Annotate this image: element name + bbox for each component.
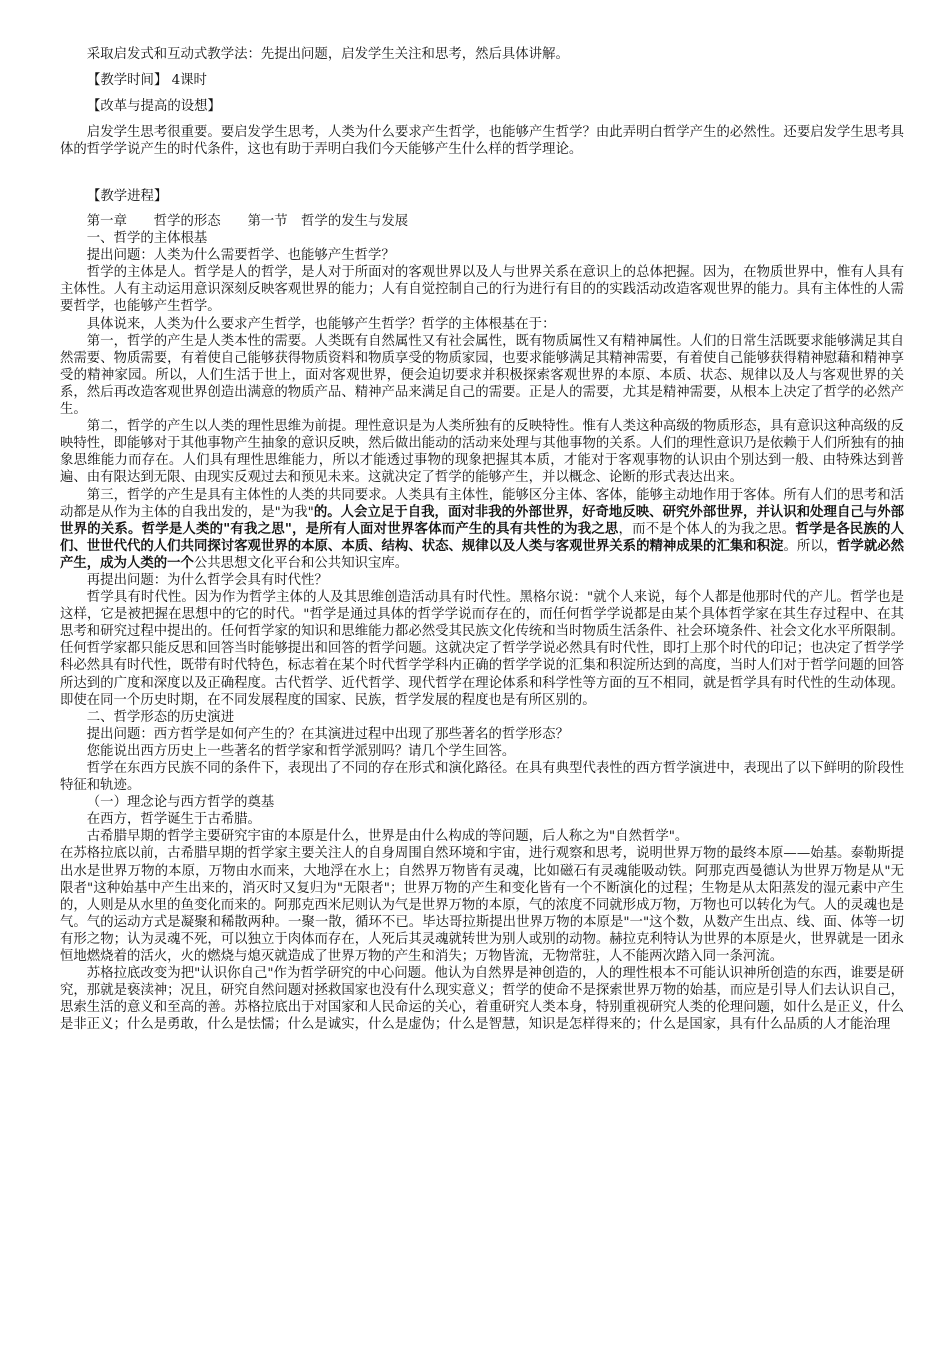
paragraph: 哲学的主体是人。哲学是人的哲学，是人对于所面对的客观世界以及人与世界关系在意识上的总体把握。因为，在物质世界中，惟有人具有主体性。人有主动运用意识深刻反映客观世界的能力；人有自觉控制自己的行为进行有目的的实践活动改造客观世界的能力。具有主体性的人需要哲学，也能够产生哲学。 xyxy=(60,265,904,315)
text-run: 。所以， xyxy=(783,538,838,554)
question: 再提出问题：为什么哲学会具有时代性？ xyxy=(86,572,328,588)
subsection-heading: （一）理念论与西方哲学的奠基 xyxy=(86,795,275,811)
paragraph: 哲学具有时代性。因为作为哲学主体的人及其思维创造活动具有时代性。黑格尔说："就个人来说，每个人都是他那时代的产儿。哲学也是这样，它是被把握在思想中的它的时代。"哲学是通过具体的哲学学说而存在的，而任何哲学学说都是由某个具体哲学家在其生存过程中、在其思考和研究过程中提出的。任何哲学家的知识和思维能力都必然受其民族文化传统和当时物质生活条件、社会环境条件、社会文化水平所限制。任何哲学家都只能反思和回答当时能够提出和回答的哲学问题。这就决定了哲学学说必然具有时代性，即打上那个时代的印记；也决定了哲学学科必然具有时代性，既带有时代特色，标志着在某个时代哲学学科内正确的哲学学说的汇集和积淀所达到的高度，当时人们对于哲学问题的回答所达到的广度和深度以及正确程度。古代哲学、近代哲学、现代哲学在理论体系和科学性等方面的互不相同，就是哲学具有时代性的生动体现。即使在同一个历史时期，在不同发展程度的国家、民族，哲学发展的程度也是有所区别的。 xyxy=(60,590,904,708)
paragraph: 在西方，哲学诞生于古希腊。 xyxy=(86,812,261,828)
question: 提出问题：人类为什么需要哲学、也能够产生哲学？ xyxy=(86,248,395,264)
bold-run: 哲学就必然产生，成为人类的一个 xyxy=(60,538,905,571)
text-run: 公共思想文化平台和公共知识宝库。 xyxy=(193,555,409,571)
question: 您能说出西方历史上一些著名的哲学家和哲学派别吗？请几个学生回答。 xyxy=(86,743,516,759)
paragraph-third-point xyxy=(60,487,904,572)
bold-run: 哲学是各民族的人们、世世代代的人们共同探讨客观世界的本原、本质、结构、状态、规律以及人类与客观世界关系的精神成果的汇集和积淀 xyxy=(60,521,905,554)
paragraph: 第一，哲学的产生是人类本性的需要。人类既有自然属性又有社会属性，既有物质属性又有精神属性。人们的日常生活既要求能够满足其自然需要、物质需要，有着使自己能够获得物质资料和物质享受的物质家园，也要求能够满足其精神需要，有着使自己能够获得精神慰藉和精神享受的精神家园。所以，人们生活于世上，面对客观世界，便会迫切要求并积极探索客观世界的本原、本质、状态、规律以及人与客观世界的关系，然后再改造客观世界创造出满意的物质产品、精神产品来满足自己的需要。正是人的需要，尤其是精神需要，从根本上决定了哲学的必然产生。 xyxy=(60,333,904,418)
paragraph: 苏格拉底改变为把"认识你自己"作为哲学研究的中心问题。他认为自然界是神创造的，人的理性根本不可能认识神所创造的东西，谁要是研究，那就是亵渎神；况且，研究自然问题对拯救国家也没有什么现实意义；哲学的使命不是探索世界万物的始基，而应是引导人们去认识自己，思索生活的意义和至高的善。苏格拉底出于对国家和人民命运的关心，着重研究人类本身，特别重视研究人类的伦理问题，如什么是正义，什么是非正义；什么是勇敢，什么是怯懦；什么是诚实，什么是虚伪；什么是智慧，知识是怎样得来的；什么是国家，具有什么品质的人才能治理 xyxy=(60,966,904,1033)
teaching-time: 【教学时间】 4课时 xyxy=(87,73,207,88)
paragraph: 具体说来，人类为什么要求产生哲学，也能够产生哲学？哲学的主体根基在于： xyxy=(86,316,556,332)
paragraph: 古希腊早期的哲学主要研究宇宙的本原是什么，世界是由什么构成的等问题，后人称之为"自然哲学"。 xyxy=(86,829,689,845)
text-run: 第三，哲学的产生是具有主体性的人类的共同要求。人类具有主体性，能够区分主体、客体，能够主动地作用于客体。所有人们的思考和活动都是从作为主体的自我出发的，是"为我" xyxy=(60,487,904,520)
question: 提出问题：西方哲学是如何产生的？在其演进过程中出现了那些著名的哲学形态？ xyxy=(86,726,569,742)
section-heading: 一、哲学的主体根基 xyxy=(86,231,208,247)
reform-body: 启发学生思考很重要。要启发学生思考，人类为什么要求产生哲学，也能够产生哲学？由此弄明白哲学产生的必然性。还要启发学生思考具体的哲学学说产生的时代条件，这也有助于弄明白我们今天能够产生什么样的哲学理论。 xyxy=(60,125,904,158)
section-heading: 二、哲学形态的历史演进 xyxy=(86,709,235,725)
reform-heading: 【改革与提高的设想】 xyxy=(87,99,221,114)
main-content xyxy=(60,213,904,1034)
paragraph: 哲学在东西方民族不同的条件下，表现出了不同的存在形式和演化路径。在具有典型代表性的西方哲学演进中，表现出了以下鲜明的阶段性特征和轨迹。 xyxy=(60,761,904,794)
paragraph: 在苏格拉底以前，古希腊早期的哲学家主要关注人的自身周围自然环境和宇宙，进行观察和思考，说明世界万物的最终本原——始基。泰勒斯提出水是世界万物的本原，万物由水而来，大地浮在水上；自然界万物皆有灵魂，比如磁石有灵魂能吸动铁。阿那克西曼德认为世界万物是从"无限者"这种始基中产生出来的，消灭时又复归为"无限者"；世界万物的产生和变化皆有一个不断演化的过程；生物是从太阳蒸发的湿元素中产生的，人则是从水里的鱼变化而来的。阿那克西米尼则认为气是世界万物的本原，气的浓度不同就形成万物，万物也可以转化为气。人的灵魂也是气。气的运动方式是凝聚和稀散两种。一聚一散，循环不已。毕达哥拉斯提出世界万物的本原是"一"这个数，从数产生出点、线、面、体等一切有形之物；认为灵魂不死，可以独立于肉体而存在，人死后其灵魂就转世为别人或别的动物。赫拉克利特认为世界的本原是火，世界就是一团永恒地燃烧着的活火，火的燃烧与熄灭就造成了世界万物的产生和消失；万物皆流，无物常驻，人不能两次踏入同一条河流。 xyxy=(60,846,904,965)
bold-run: 的。人会立足于自我，面对非我的外部世界，好奇地反映、研究外部世界，并认识和处理自己与外部世界的关系。哲学是人类的"有我之思"，是所有人面对世界客体而产生的具有共性的为我之思 xyxy=(60,504,904,537)
chapter-title: 第一章 哲学的形态 第一节 哲学的发生与发展 xyxy=(86,214,409,229)
process-heading: 【教学进程】 xyxy=(87,189,168,204)
text-run: ，而不是个体人的为我之思。 xyxy=(618,521,796,537)
intro-paragraph: 采取启发式和互动式教学法：先提出问题，启发学生关注和思考，然后具体讲解。 xyxy=(86,47,569,62)
paragraph: 第二，哲学的产生以人类的理性思维为前提。理性意识是为人类所独有的反映特性。惟有人类这种高级的物质形态，具有意识这种高级的反映特性，即能够对于其他事物产生抽象的意识反映，然后做出能动的活动来处理与其他事物的关系。人们的理性意识乃是依赖于人们所独有的抽象思维能力而存在。人们具有理性思维能力，所以才能透过事物的现象把握其本质，才能对于客观事物的认识由个别达到一般、由特殊达到普遍、由有限达到无限、由现实反观过去和预见未来。这就决定了哲学的能够产生，并以概念、论断的形式表达出来。 xyxy=(60,419,904,486)
